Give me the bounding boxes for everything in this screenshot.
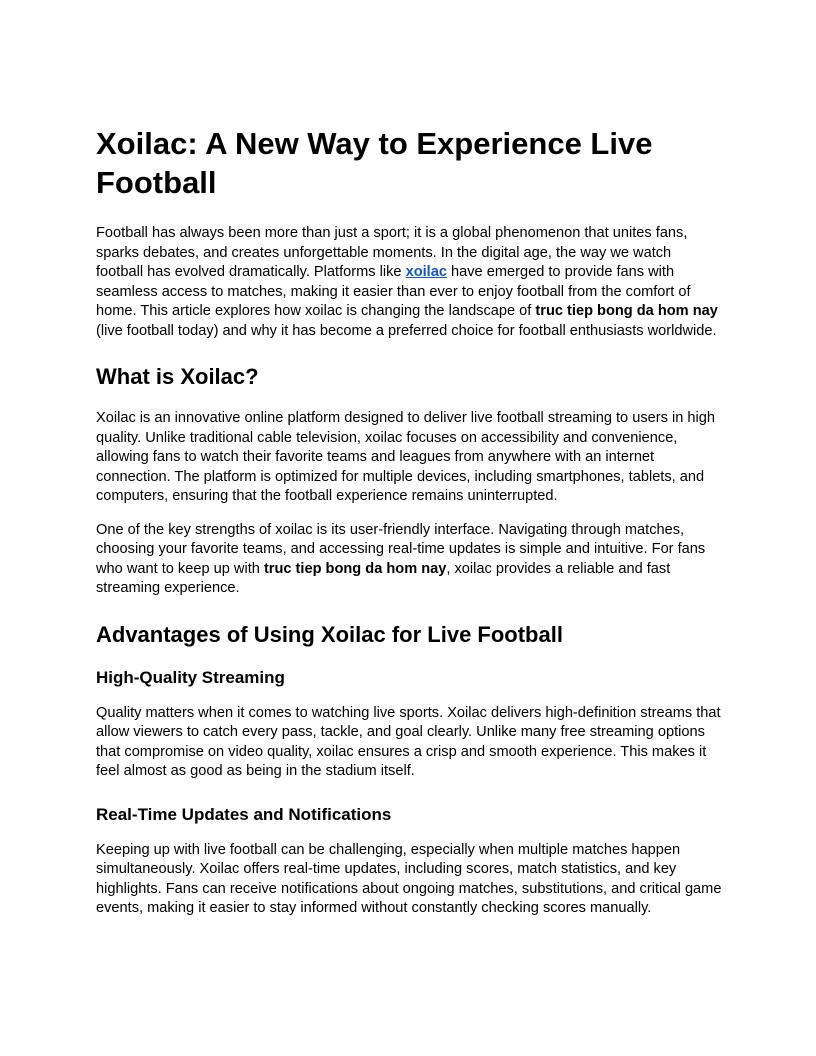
heading-real-time-updates: Real-Time Updates and Notifications	[96, 804, 392, 824]
heading-high-quality-streaming: High-Quality Streaming	[96, 667, 285, 687]
intro-text-1: Football has always been more than just a sport; it is a global phenomenon that unites fans, sparks debates, and creates unforgettable moments. In the digital age, the way we watch football has evolved dramatically. Platforms like	[96, 225, 688, 280]
intro-text-3: (live football today) and why it has become a preferred choice for football enthusiasts worldwide.	[96, 322, 717, 339]
what-paragraph-2	[96, 521, 722, 599]
intro-bold-keyword: truc tiep bong da hom nay	[535, 303, 718, 319]
document-page	[96, 124, 722, 933]
heading-what-is-xoilac: What is Xoilac?	[96, 364, 259, 389]
intro-paragraph	[96, 224, 722, 341]
what-paragraph-1: Xoilac is an innovative online platform designed to deliver live football streaming to users in high quality. Unlike traditional cable television, xoilac focuses on accessibility and convenience, allowing fans to watch their favorite teams and leagues from anywhere with an internet connection. The platform is optimized for multiple devices, including smartphones, tablets, and computers, ensuring that the football experience remains uninterrupted.	[96, 410, 715, 504]
what-p2-text-1: One of the key strengths of xoilac is its user-friendly interface. Navigating through matches, choosing your favorite teams, and accessing real-time updates is simple and intuitive. For fans who want to keep up with	[96, 521, 706, 577]
xoilac-link[interactable]: xoilac	[405, 264, 447, 280]
intro-text-2: have emerged to provide fans with seamless access to matches, making it easier than ever to enjoy football from the comfort of home. This article explores how xoilac is changing the landscape of	[96, 264, 691, 319]
what-p2-bold-keyword: truc tiep bong da hom nay	[263, 560, 447, 577]
what-p2-text-2: , xoilac provides a reliable and fast streaming experience.	[96, 560, 671, 596]
page-title: Xoilac: A New Way to Experience Live Football	[96, 126, 653, 200]
streaming-paragraph: Quality matters when it comes to watching live sports. Xoilac delivers high-definition streams that allow viewers to catch every pass, tackle, and goal clearly. Unlike many free streaming options that compromise on video quality, xoilac ensures a crisp and smooth experience. This makes it feel almost as good as being in the stadium itself.	[96, 704, 721, 779]
updates-paragraph: Keeping up with live football can be challenging, especially when multiple matches happen simultaneously. Xoilac offers real-time updates, including scores, match statistics, and key highlights. Fans can receive notifications about ongoing matches, substitutions, and critical game events, making it easier to stay informed without constantly checking scores manually.	[96, 841, 722, 916]
heading-advantages: Advantages of Using Xoilac for Live Football	[96, 621, 563, 647]
